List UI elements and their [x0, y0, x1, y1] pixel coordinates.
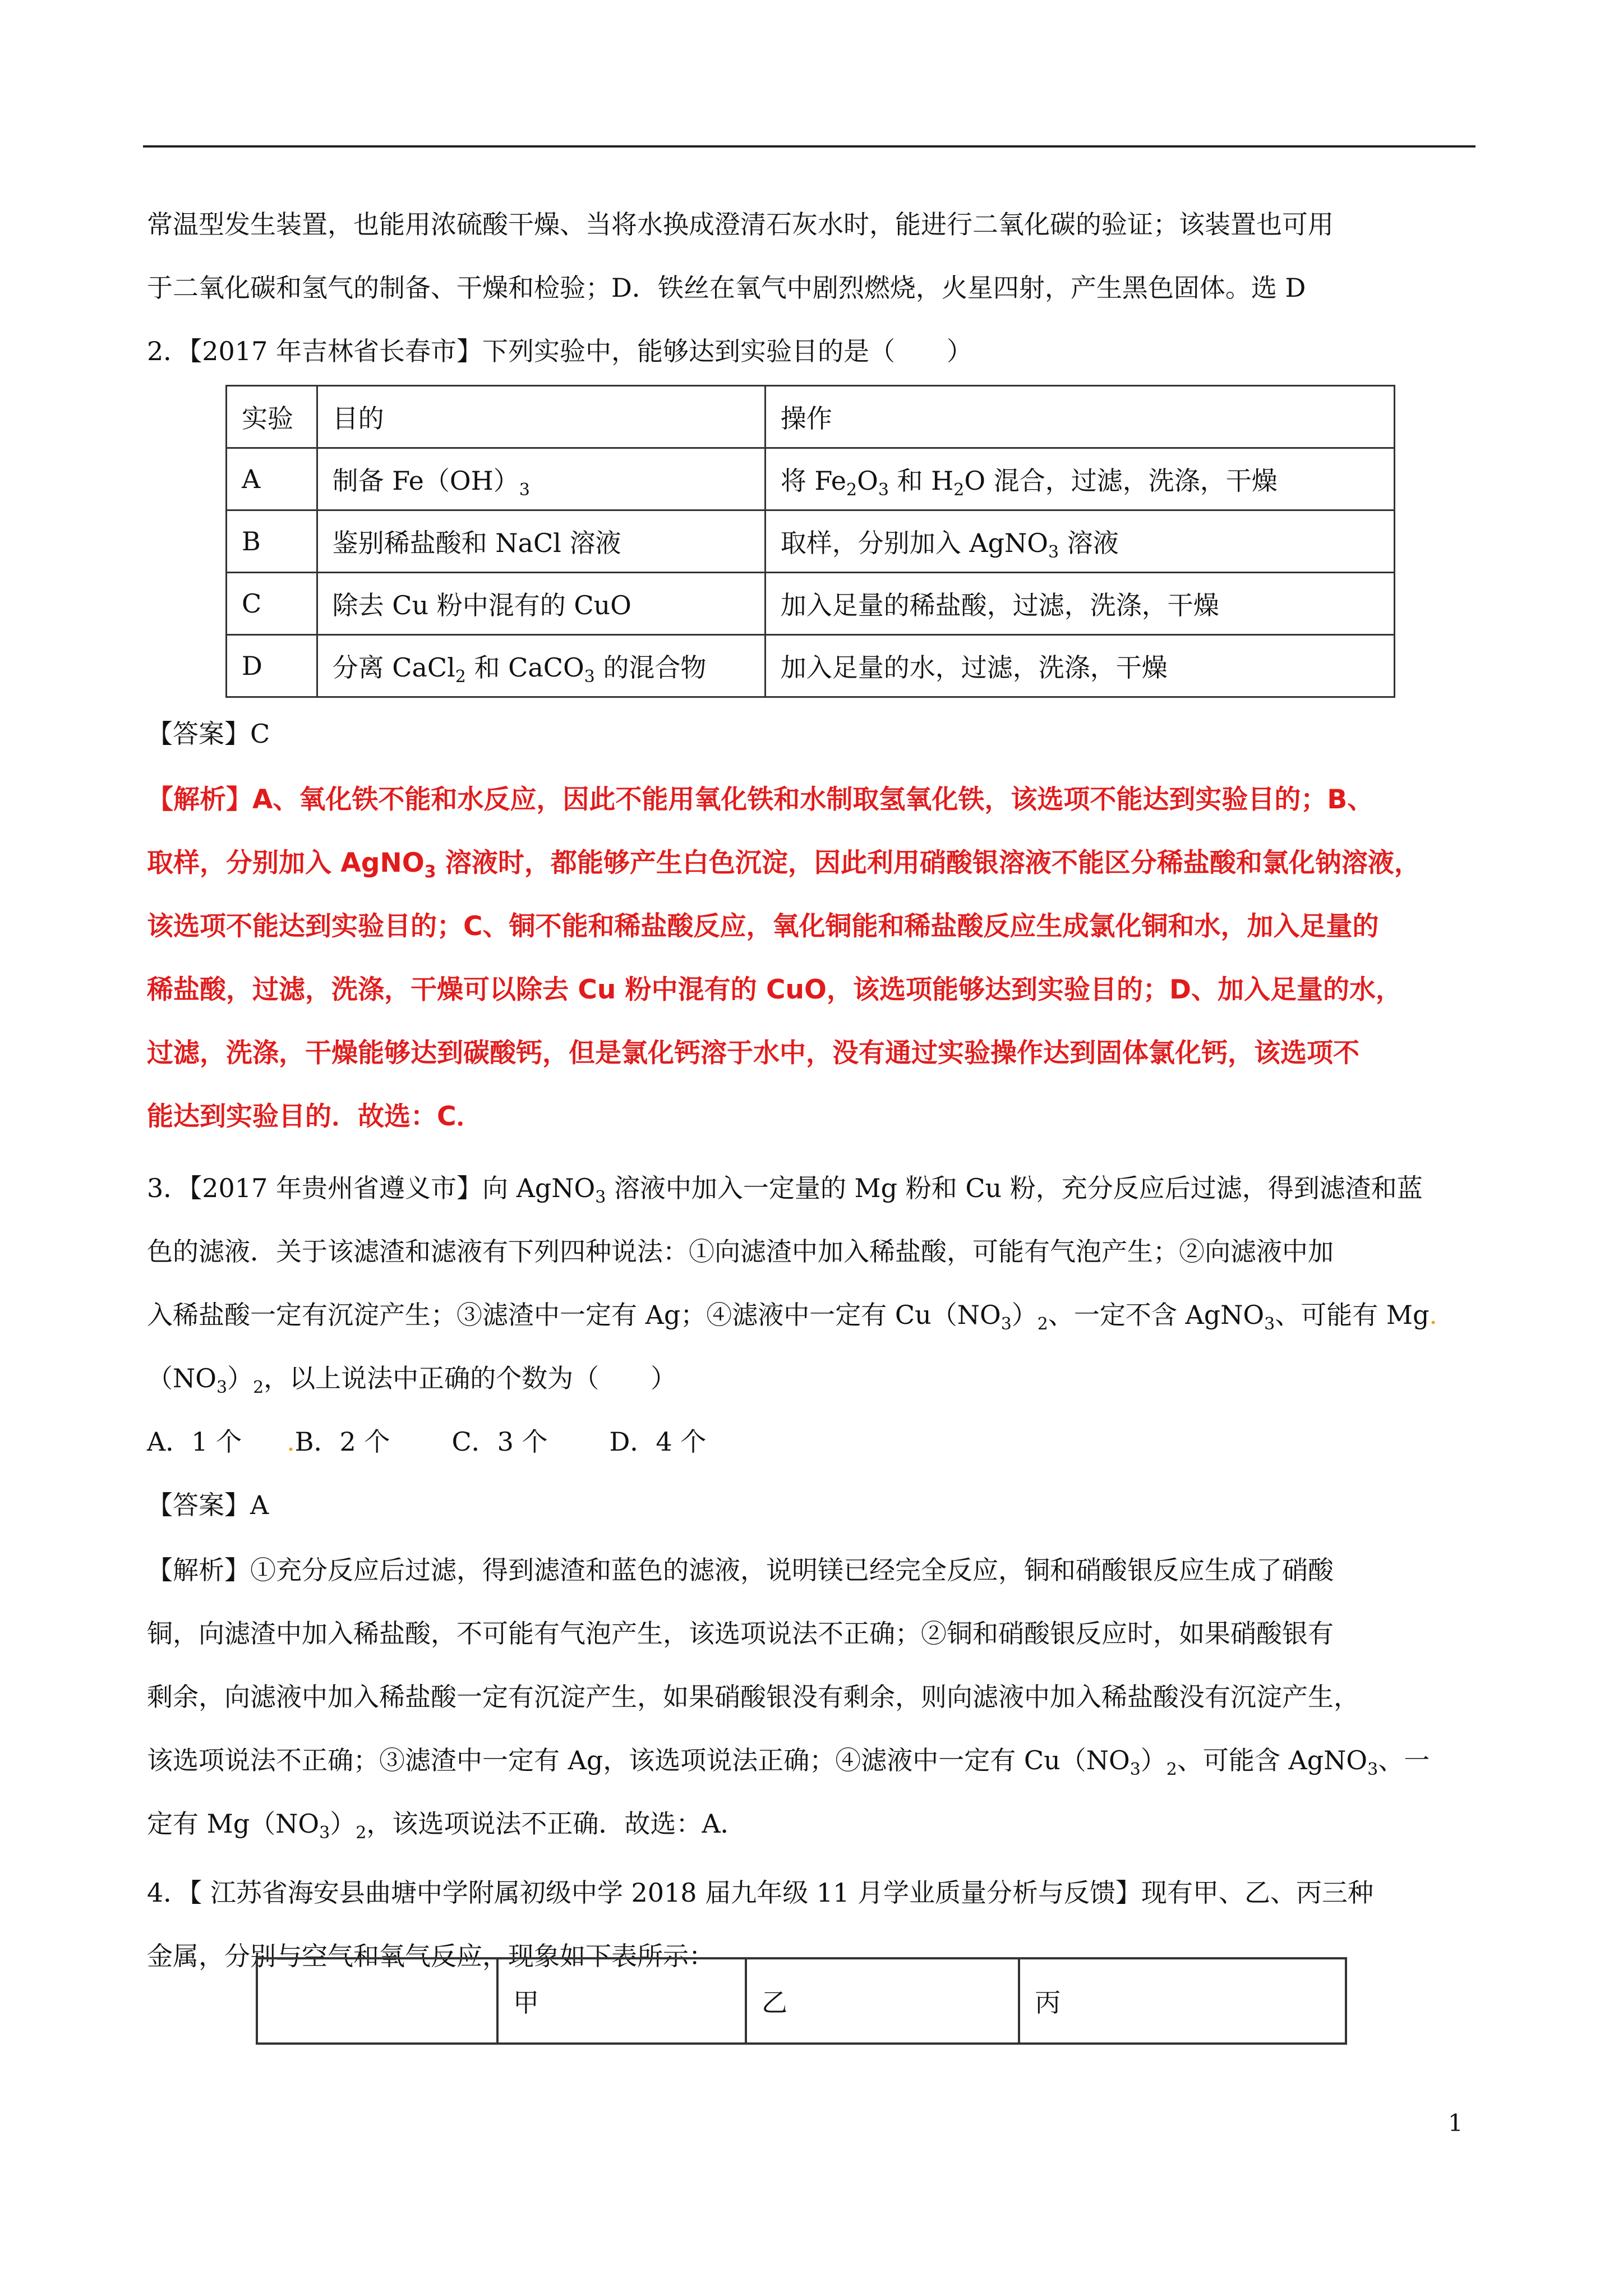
continuation-line-1: 常温型发生装置，也能用浓硫酸干燥、当将水换成澄清石灰水时，能进行二氧化碳的验证；该装置也可用 [147, 209, 1334, 240]
question-3-analysis-line: 剩余，向滤液中加入稀盐酸一定有沉淀产生，如果硝酸银没有剩余，则向滤液中加入稀盐酸没有沉淀产生， [147, 1682, 1359, 1712]
table-header-cell: 操作 [765, 386, 1394, 448]
table-header-cell: 实验 [227, 386, 317, 448]
stray-mark: . [1429, 1300, 1438, 1330]
question-3-analysis-line: 该选项说法不正确；③滤渣中一定有 Ag，该选项说法正确；④滤液中一定有 $Cu(NO_3)_2$、可能含 AgNO$_3$、一 [147, 1745, 1430, 1779]
option-c: C．3 个 [451, 1427, 548, 1457]
row-operation: 加入足量的水，过滤，洗涤，干燥 [765, 635, 1394, 697]
row-label: D [227, 635, 317, 697]
question-2-table [225, 385, 1395, 698]
question-2-answer: 【答案】C [147, 719, 270, 749]
table-row [227, 510, 1395, 573]
row-purpose: 制备 $Fe(OH)_3$ [317, 448, 765, 510]
row-operation: 取样，分别加入 AgNO$_3$ 溶液 [765, 510, 1394, 573]
option-b: B．2 个 [294, 1427, 390, 1457]
question-2-text: 下列实验中，能够达到实验目的是（ ） [482, 336, 972, 366]
question-3-line: 色的滤液．关于该滤渣和滤液有下列四种说法：①向滤渣中加入稀盐酸，可能有气泡产生；②向滤液中加 [147, 1236, 1334, 1267]
table-header-row [257, 1958, 1346, 2044]
question-2-analysis-line: 稀盐酸，过滤，洗涤，干燥可以除去 Cu 粉中混有的 CuO，该选项能够达到实验目的；D、加入足量的水， [147, 974, 1402, 1005]
table-row [227, 573, 1395, 635]
row-purpose: 鉴别稀盐酸和 NaCl 溶液 [317, 510, 765, 573]
question-3-options [147, 1410, 1482, 1474]
question-3-line: 3．【2017 年贵州省遵义市】向 AgNO$_3$ 溶液中加入一定量的 Mg 粉和 Cu 粉，充分反应后过滤，得到滤渣和蓝 [147, 1173, 1423, 1207]
table-header-cell [257, 1958, 497, 2044]
table-row [227, 448, 1395, 510]
question-4-line: 金属，分别与空气和氧气反应，现象如下表所示： [147, 1941, 714, 1971]
table-row [227, 635, 1395, 697]
question-2-analysis-line: 该选项不能达到实验目的；C、铜不能和稀盐酸反应，氧化铜能和稀盐酸反应生成氯化铜和水，加入足量的 [147, 911, 1379, 942]
question-4-table [256, 1957, 1347, 2045]
row-operation: 加入足量的稀盐酸，过滤，洗涤，干燥 [765, 573, 1394, 635]
table-header-cell: 目的 [317, 386, 765, 448]
question-2-analysis-line: 过滤，洗涤，干燥能够达到碳酸钙，但是氯化钙溶于水中，没有通过实验操作达到固体氯化钙，该选项不 [147, 1038, 1359, 1069]
row-purpose: 除去 Cu 粉中混有的 CuO [317, 573, 765, 635]
option-d: D．4 个 [609, 1427, 707, 1457]
row-purpose: 分离 CaCl$_2$ 和 CaCO$_3$ 的混合物 [317, 635, 765, 697]
stray-mark: . [287, 1427, 295, 1457]
question-2-source: 2．【2017 年吉林省长春市】 [147, 336, 482, 366]
question-3-answer: 【答案】A [147, 1490, 269, 1520]
option-a: A．1 个 [147, 1427, 242, 1457]
question-3-analysis-line: 定有 $Mg(NO_3)_2$，该选项说法不正确．故选：A． [147, 1809, 746, 1843]
table-header-cell: 丙 [1019, 1958, 1346, 2044]
question-2-analysis-line: 能达到实验目的．故选：C． [147, 1101, 483, 1132]
question-2-analysis-line: 取样，分别加入 AgNO$_3$ 溶液时，都能够产生白色沉淀，因此利用硝酸银溶液不能区分稀盐酸和氯化钠溶液， [147, 848, 1421, 882]
question-2-analysis-line: 【解析】A、氧化铁不能和水反应，因此不能用氧化铁和水制取氢氧化铁，该选项不能达到实验目的；B、 [147, 784, 1374, 815]
row-label: A [227, 448, 317, 510]
question-3-analysis-line: 【解析】①充分反应后过滤，得到滤渣和蓝色的滤液，说明镁已经完全反应，铜和硝酸银反应生成了硝酸 [147, 1555, 1334, 1585]
question-2-stem [147, 320, 1482, 383]
header-rule [143, 145, 1476, 148]
question-3-analysis-line: 铜，向滤渣中加入稀盐酸，不可能有气泡产生，该选项说法不正确；②铜和硝酸银反应时，如果硝酸银有 [147, 1618, 1334, 1649]
table-header-cell: 甲 [497, 1958, 746, 2044]
table-header-row [227, 386, 1395, 448]
continuation-line-2: 于二氧化碳和氢气的制备、干燥和检验；D．铁丝在氧气中剧烈燃烧，火星四射，产生黑色固体。选 D [147, 273, 1306, 303]
row-label: C [227, 573, 317, 635]
page-number: 1 [1448, 2109, 1463, 2137]
table-header-cell: 乙 [746, 1958, 1019, 2044]
question-4-line: 4．【 江苏省海安县曲塘中学附属初级中学 2018 届九年级 11 月学业质量分析与反馈】现有甲、乙、丙三种 [147, 1878, 1373, 1908]
row-operation: 将 $Fe_2O_3$ 和 $H_2O$ 混合，过滤，洗涤，干燥 [765, 448, 1394, 510]
question-3-line: $(NO_3)_2$，以上说法中正确的个数为（ ） [147, 1363, 677, 1397]
question-3-line: 入稀盐酸一定有沉淀产生；③滤渣中一定有 Ag；④滤液中一定有 $Cu(NO_3)_2$、一定不含 AgNO$_3$、可能有 Mg. [147, 1300, 1438, 1334]
row-label: B [227, 510, 317, 573]
